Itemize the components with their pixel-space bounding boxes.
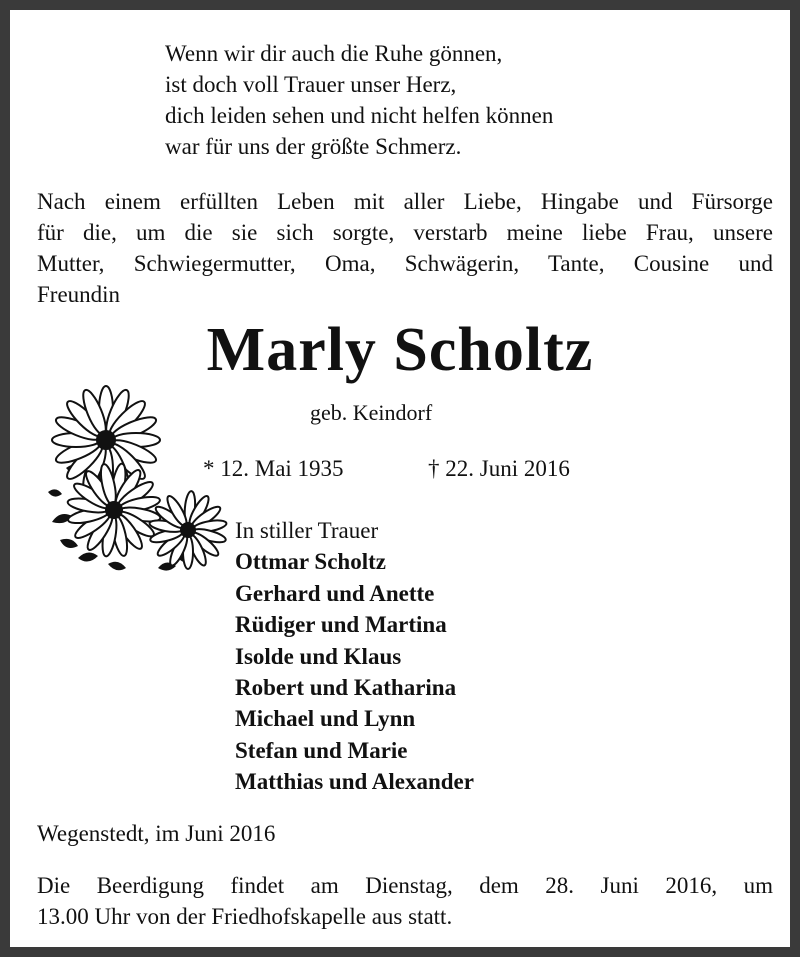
birth-date: * 12. Mai 1935: [203, 456, 344, 481]
mourner-name: Matthias und Alexander: [235, 769, 474, 795]
poem-line: war für uns der größte Schmerz.: [165, 134, 462, 159]
poem: [165, 38, 553, 162]
mourners-heading: In stiller Trauer: [235, 518, 379, 543]
mourner-name: Stefan und Marie: [235, 737, 408, 763]
intro-line: Nach einem erfüllten Leben mit aller Liebe, Hingabe und Fürsorge: [37, 189, 773, 214]
mourner-name: Robert und Katharina: [235, 675, 457, 701]
intro-line: Freundin: [37, 282, 121, 307]
funeral-info: [37, 870, 773, 932]
deceased-name: Marly Scholtz: [206, 316, 594, 384]
poem-line: dich leiden sehen und nicht helfen können: [165, 103, 554, 128]
intro-line: für die, um die sie sich sorgte, verstarb meine liebe Frau, unsere: [37, 220, 773, 245]
mourner-name: Isolde und Klaus: [235, 643, 402, 669]
intro-line: Mutter, Schwiegermutter, Oma, Schwägerin, Tante, Cousine und: [37, 251, 773, 276]
mourner-name: Rüdiger und Martina: [235, 612, 447, 638]
mourners-list: [235, 515, 474, 798]
poem-line: ist doch voll Trauer unser Herz,: [165, 72, 457, 97]
mourner-name: Gerhard und Anette: [235, 580, 435, 606]
maiden-name: geb. Keindorf: [310, 400, 433, 425]
mourner-name: Michael und Lynn: [235, 706, 416, 732]
death-date: † 22. Juni 2016: [428, 456, 570, 481]
place-date: Wegenstedt, im Juni 2016: [37, 821, 276, 846]
funeral-line: Die Beerdigung findet am Dienstag, dem 28. Juni 2016, um: [37, 873, 773, 898]
funeral-line: 13.00 Uhr von der Friedhofskapelle aus statt.: [37, 904, 453, 929]
mourner-name: Ottmar Scholtz: [235, 549, 386, 575]
poem-line: Wenn wir dir auch die Ruhe gönnen,: [165, 41, 503, 66]
intro-text: [37, 186, 773, 310]
